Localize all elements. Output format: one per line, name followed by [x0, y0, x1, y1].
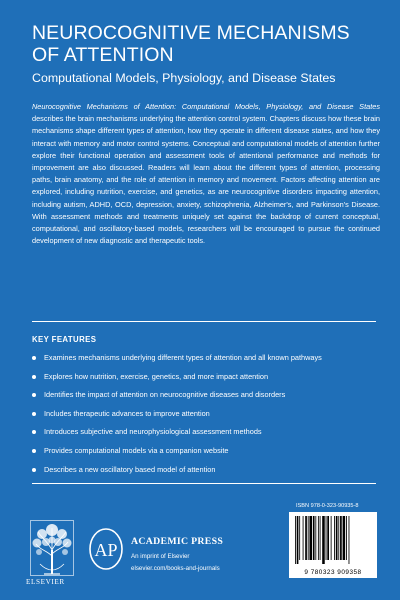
key-feature-item [32, 464, 382, 483]
elsevier-wordmark: ELSEVIER [26, 578, 65, 586]
key-features-list [32, 352, 382, 482]
bullet-icon [32, 468, 36, 472]
barcode-digits: 9 780323 909358 [304, 569, 362, 576]
book-title [32, 22, 382, 66]
book-subtitle: Computational Models, Physiology, and Disease States [32, 71, 336, 85]
key-feature-text: Describes a new oscillatory based model of attention [44, 464, 216, 474]
key-feature-item [32, 426, 382, 445]
book-description [32, 101, 380, 247]
book-title-line-1: NEUROCOGNITIVE MECHANISMS [32, 22, 350, 44]
publisher-url: elsevier.com/books-and-journals [131, 565, 220, 572]
key-feature-text: Includes therapeutic advances to improve attention [44, 408, 210, 418]
bullet-icon [32, 449, 36, 453]
imprint-line: An imprint of Elsevier [131, 553, 190, 560]
key-feature-item [32, 371, 382, 390]
bullet-icon [32, 412, 36, 416]
key-feature-text: Examines mechanisms underlying different types of attention and all known pathways [44, 353, 322, 362]
book-title-line-2: OF ATTENTION [32, 44, 174, 66]
barcode-bars-icon [293, 516, 373, 566]
key-feature-item [32, 445, 382, 464]
key-feature-item [32, 408, 382, 427]
key-feature-text: Introduces subjective and neurophysiological assessment methods [44, 427, 262, 437]
ap-logo-letters: AP [94, 540, 118, 560]
bottom-divider [32, 483, 376, 484]
barcode [289, 512, 377, 578]
bullet-icon [32, 356, 36, 360]
imprint-name: ACADEMIC PRESS [131, 536, 224, 547]
description-italic-title: Neurocognitive Mechanisms of Attention: Computational Models, Physiology, and Disease States [32, 102, 380, 111]
bullet-icon [32, 393, 36, 397]
key-feature-text: Explores how nutrition, exercise, genetics, and more impact attention [44, 371, 269, 381]
key-feature-text: Provides computational models via a companion website [44, 445, 229, 455]
key-feature-item [32, 389, 382, 408]
academic-press-logo-icon [88, 527, 124, 571]
key-features-heading: KEY FEATURES [32, 335, 97, 344]
bullet-icon [32, 375, 36, 379]
key-feature-item [32, 352, 382, 371]
top-divider [32, 321, 376, 322]
bullet-icon [32, 430, 36, 434]
isbn-label: ISBN 978-0-323-90935-8 [296, 503, 359, 509]
key-feature-text: Identifies the impact of attention on neurocognitive diseases and disorders [44, 390, 286, 400]
description-body: describes the brain mechanisms underlying the attention control system. Chapters discuss how these brain mechanisms shape different types of attention, how they operate in different disease states, and how they interact with memory and motor control systems. Conceptual and computational models of attention further explore their functional operation and assessment tools of attentional performance and methods for improvement are also discussed. Readers will learn about the different types of attention, processing paths, brain anatomy, and the role of attention in memory and movement. Factors affecting attention are explored, including nutrition, exercise, and genetics, as are neurocognitive disorders impacting attention, including autism, ADHD, OCD, depression, anxiety, schizophrenia, Alzheimer's, and Parkinson's Disease. With assessment methods and treatments uniquely set against the backdrop of current conceptual, computational, and oscillatory-based models, researchers will be encouraged to pursue the continued development of new diagnostic and therapeutic tools. [32, 114, 380, 246]
elsevier-tree-logo-icon [30, 520, 74, 576]
